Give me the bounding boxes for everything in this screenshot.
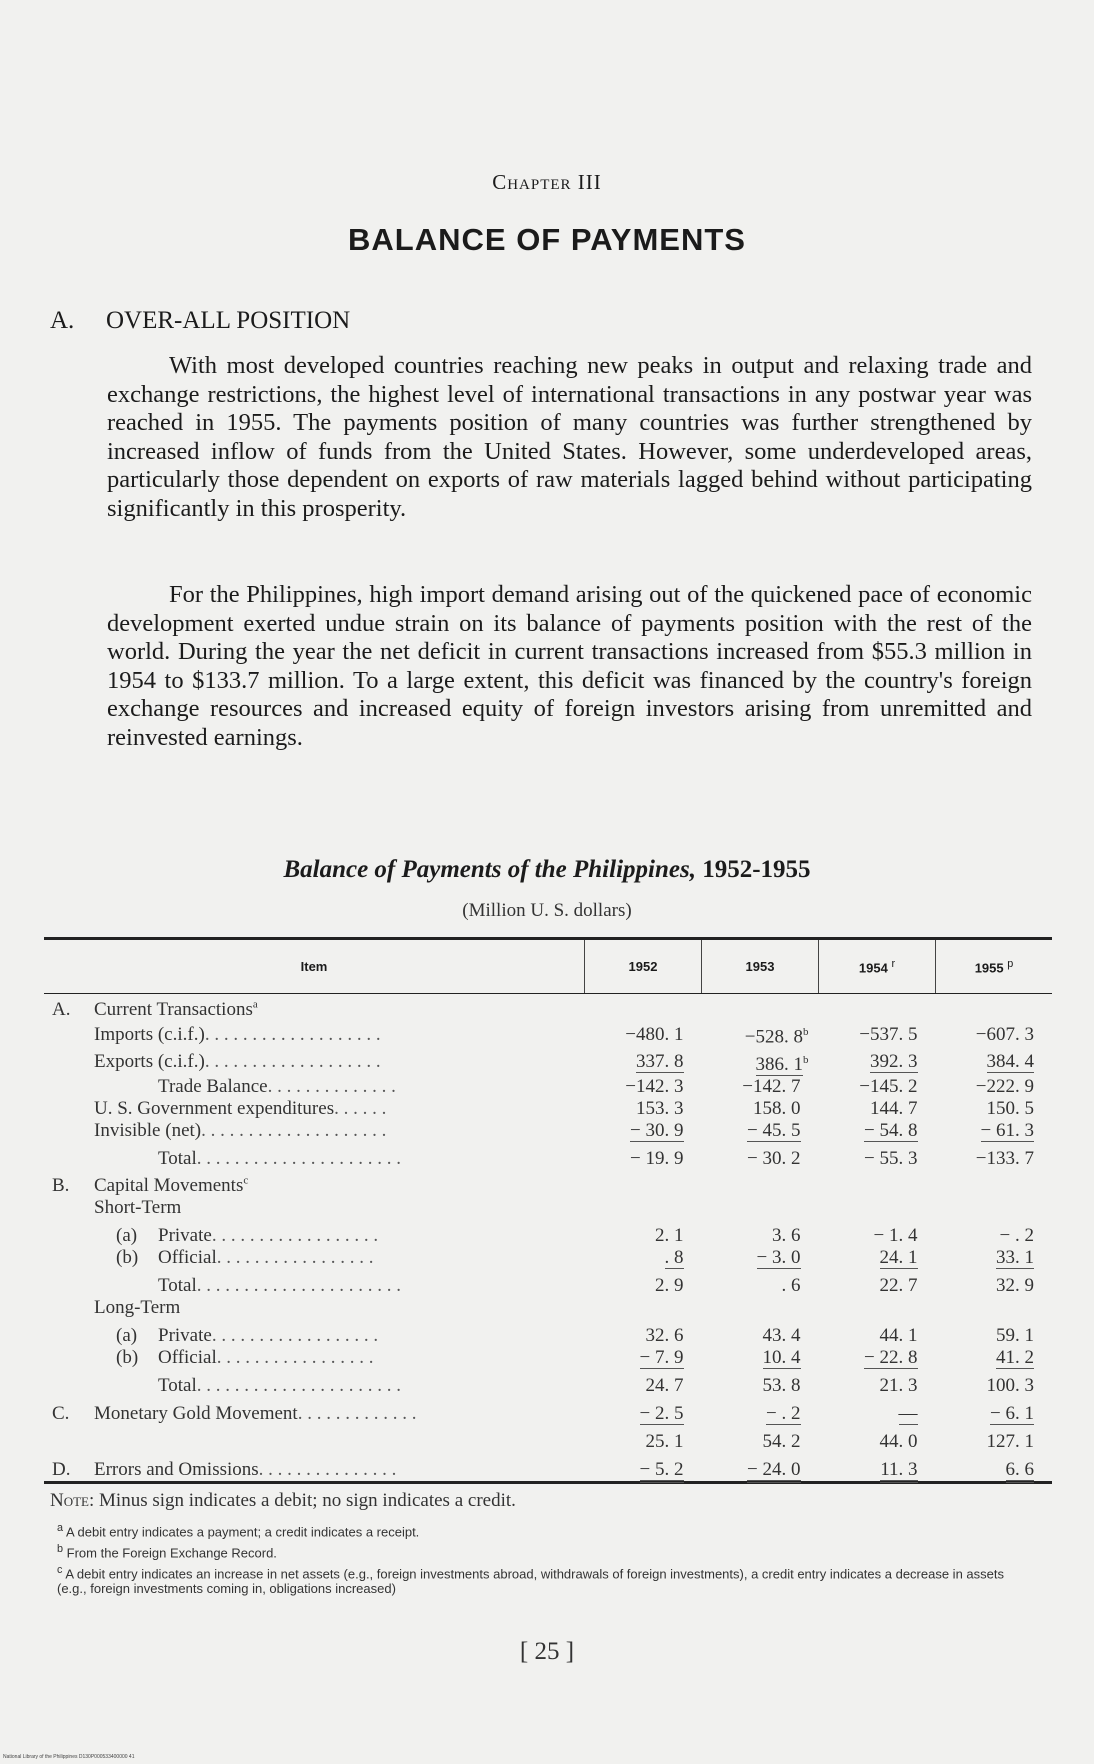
note-label: Note: — [50, 1490, 95, 1511]
row-label-text: Short-Term — [94, 1197, 182, 1219]
cell-value — [585, 994, 702, 1022]
header-1954: 1954 $^r$ — [819, 939, 936, 994]
table-row — [44, 1325, 1052, 1347]
table-row — [44, 1148, 1052, 1170]
row-label: Total. . . . . . . . . . . . . . . . . . . . . . — [158, 1375, 402, 1397]
table-row — [44, 1225, 1052, 1247]
cell-value: − 6. 1 — [990, 1403, 1034, 1425]
row-label — [44, 1297, 585, 1319]
section-letter: A. — [50, 307, 75, 334]
footnote-c: $^c$ A debit entry indicates an increase in net assets (e.g., foreign investments abroad, withdrawals of foreign investments), a credit entry indicates a decrease in assets (e.g., foreign investments coming in, obligations increased) — [57, 1564, 1004, 1596]
cell-value: − 19. 9 — [630, 1147, 684, 1169]
row-label-text: Exports (c.i.f.) — [94, 1051, 205, 1073]
cell-value: − . 2 — [766, 1403, 801, 1425]
cell-value: 33. 1 — [996, 1247, 1034, 1269]
cell-value: 54. 2 — [762, 1431, 801, 1453]
row-label — [44, 1197, 585, 1219]
cell-value: −537. 5 — [859, 1023, 918, 1045]
cell-value: 24. 1 — [879, 1247, 918, 1269]
cell-value — [936, 1297, 1053, 1319]
cell-value: 43. 4 — [762, 1325, 801, 1347]
row-label-text: Private — [158, 1325, 212, 1347]
cell-value — [585, 1170, 702, 1197]
section-title: OVER-ALL POSITION — [106, 307, 351, 334]
cell-value: 386. 1$^b$ — [755, 1053, 809, 1075]
cell-value: 100. 3 — [986, 1375, 1034, 1397]
cell-value: − 7. 9 — [639, 1347, 684, 1369]
cell-value — [819, 1297, 936, 1319]
cell-value: − 24. 0 — [702, 1459, 819, 1483]
row-label: Trade Balance. . . . . . . . . . . . . . — [158, 1075, 396, 1097]
cell-value: 41. 2 — [996, 1347, 1034, 1369]
cell-value: −607. 3 — [975, 1023, 1034, 1045]
table-row — [44, 1431, 1052, 1453]
balance-of-payments-table — [44, 937, 1052, 1484]
cell-value: −142. 3 — [625, 1075, 684, 1097]
cell-value: − 54. 8 — [864, 1119, 918, 1141]
row-label-text: Private — [158, 1225, 212, 1247]
cell-value: − 61. 3 — [980, 1119, 1034, 1141]
cell-value: 158. 0 — [753, 1097, 801, 1119]
row-label-text: Errors and Omissions — [94, 1459, 259, 1481]
cell-value: 59. 1 — [996, 1325, 1034, 1347]
table-header-row — [44, 939, 1052, 994]
cell-value: 2. 9 — [655, 1275, 684, 1297]
cell-value: 384. 4 — [986, 1051, 1034, 1073]
cell-value: 10. 4 — [762, 1347, 801, 1369]
row-label-text: Capital Movements$^c$ — [94, 1174, 249, 1197]
cell-value: 44. 1 — [879, 1325, 918, 1347]
cell-value: 150. 5 — [986, 1097, 1034, 1119]
row-sub-label: (a) — [116, 1225, 138, 1247]
table-row — [44, 1347, 1052, 1369]
header-item: Item — [44, 939, 585, 994]
cell-value: 32. 6 — [645, 1325, 684, 1347]
table-row — [44, 1021, 1052, 1048]
row-label: Total. . . . . . . . . . . . . . . . . . . . . . — [158, 1147, 402, 1169]
table-row — [44, 1275, 1052, 1297]
cell-value: − 30. 9 — [630, 1119, 684, 1141]
cell-value — [936, 994, 1053, 1022]
table-row — [44, 1120, 1052, 1142]
footnote-b: $^b$ From the Foreign Exchange Record. — [57, 1543, 277, 1561]
row-label: Imports (c.i.f.). . . . . . . . . . . . . . . . . . . — [94, 1023, 381, 1045]
cell-value — [585, 1297, 702, 1319]
table-row — [44, 1403, 1052, 1425]
row-sub-label: (a) — [116, 1325, 138, 1347]
cell-value: 127. 1 — [986, 1431, 1034, 1453]
section-heading — [50, 307, 350, 335]
paragraph-2: For the Philippines, high import demand arising out of the quickened pace of economic development exerted undue strain on its balance of payments position with the rest of the world. During the year the net deficit in current transactions increased from $55.3 million in 1954 to $133.7 million. To a large extent, this deficit was financed by the country's foreign exchange resources and increased equity of foreign investors arising from unremitted and reinvested earnings. — [107, 581, 1032, 751]
cell-value: 3. 6 — [772, 1225, 801, 1247]
row-label: C. Monetary Gold Movement. . . . . . . . . . . . . — [52, 1403, 417, 1425]
row-letter: D. — [52, 1459, 71, 1481]
row-label-text: Trade Balance — [158, 1075, 268, 1097]
table-caption — [0, 856, 1094, 884]
cell-value: − 1. 4 — [873, 1225, 918, 1247]
cell-value — [585, 1197, 702, 1219]
cell-value: −528. 8$^b$ — [744, 1026, 809, 1048]
cell-value — [819, 994, 936, 1022]
row-letter: A. — [52, 999, 71, 1021]
cell-value: −142. 7 — [742, 1075, 801, 1097]
cell-value — [936, 1170, 1053, 1197]
row-label-text: Total — [158, 1147, 197, 1169]
cell-value: 21. 3 — [879, 1375, 918, 1397]
table-unit: (Million U. S. dollars) — [462, 900, 632, 921]
cell-value: 2. 1 — [655, 1225, 684, 1247]
cell-value: − . 2 — [999, 1225, 1034, 1247]
row-label: (a) Private. . . . . . . . . . . . . . . . . . — [116, 1325, 379, 1347]
row-sub-label: (b) — [116, 1347, 139, 1369]
cell-value: 144. 7 — [870, 1097, 918, 1119]
row-label-text: Imports (c.i.f.) — [94, 1023, 205, 1045]
cell-value: − 45. 5 — [747, 1119, 801, 1141]
cell-value: 337. 8 — [636, 1051, 684, 1073]
cell-value: 392. 3 — [870, 1051, 918, 1073]
cell-value: − 30. 2 — [747, 1147, 801, 1169]
row-letter: B. — [52, 1175, 70, 1197]
cell-value — [819, 1170, 936, 1197]
row-label — [44, 1431, 585, 1453]
cell-value: −222. 9 — [975, 1075, 1034, 1097]
cell-value: — — [898, 1403, 918, 1425]
header-1955: 1955 $^p$ — [936, 939, 1053, 994]
table-caption-years: 1952-1955 — [702, 856, 811, 883]
table-row — [44, 1375, 1052, 1397]
cell-value: − 55. 3 — [864, 1147, 918, 1169]
cell-value: −480. 1 — [625, 1023, 684, 1045]
row-label: U. S. Government expenditures. . . . . . — [94, 1097, 387, 1119]
row-label-text: Current Transactions$^a$ — [94, 999, 258, 1021]
row-label-text: Official — [158, 1347, 217, 1369]
row-letter: C. — [52, 1403, 70, 1425]
table-row — [44, 1197, 1052, 1219]
row-label: (a) Private. . . . . . . . . . . . . . . . . . — [116, 1225, 379, 1247]
cell-value: −133. 7 — [975, 1147, 1034, 1169]
row-label: D. Errors and Omissions. . . . . . . . . . . . . . . — [52, 1459, 397, 1481]
table-caption-title: Balance of Payments of the Philippines, — [283, 856, 696, 883]
table-row — [44, 1076, 1052, 1098]
cell-value: − 3. 0 — [756, 1247, 801, 1269]
row-label: Invisible (net). . . . . . . . . . . . . . . . . . . . — [94, 1119, 387, 1141]
row-label-text: Total — [158, 1375, 197, 1397]
cell-value: − 2. 5 — [639, 1403, 684, 1425]
row-label-text: Invisible (net) — [94, 1119, 202, 1141]
row-label-text: Total — [158, 1275, 197, 1297]
cell-value — [702, 1170, 819, 1197]
row-label — [44, 1170, 585, 1197]
cell-value — [702, 1297, 819, 1319]
table-row — [44, 994, 1052, 1022]
note-text: Minus sign indicates a debit; no sign indicates a credit. — [99, 1490, 516, 1511]
row-label-text: Long-Term — [94, 1297, 181, 1319]
row-label: Exports (c.i.f.). . . . . . . . . . . . . . . . . . . — [94, 1051, 381, 1073]
cell-value: . 6 — [781, 1275, 801, 1297]
chapter-heading: Chapter III — [492, 170, 602, 194]
footnote-a: $^a$ A debit entry indicates a payment; a credit indicates a receipt. — [57, 1522, 420, 1540]
page-title: BALANCE OF PAYMENTS — [348, 222, 746, 257]
row-label: Total. . . . . . . . . . . . . . . . . . . . . . — [158, 1275, 402, 1297]
table-row — [44, 1247, 1052, 1269]
page-number: [ 25 ] — [519, 1638, 575, 1665]
cell-value: 24. 7 — [645, 1375, 684, 1397]
paragraph-1: With most developed countries reaching new peaks in output and relaxing trade and exchange restrictions, the highest level of international transactions in any postwar year was reached in 1955. The payments position of many countries was further strengthened by increased inflow of funds from the United States. However, some underdeveloped areas, particularly those dependent on exports of raw materials lagged behind without participating significantly in this prosperity. — [107, 352, 1032, 522]
cell-value: 22. 7 — [879, 1275, 918, 1297]
cell-value: 6. 6 — [936, 1459, 1053, 1483]
table-note — [50, 1490, 516, 1512]
row-sub-label: (b) — [116, 1247, 139, 1269]
cell-value — [819, 1197, 936, 1219]
cell-value: 53. 8 — [762, 1375, 801, 1397]
cell-value: 11. 3 — [819, 1459, 936, 1483]
cell-value: −145. 2 — [859, 1075, 918, 1097]
row-label-text: U. S. Government expenditures — [94, 1097, 335, 1119]
cell-value — [702, 994, 819, 1022]
cell-value: . 8 — [664, 1247, 684, 1269]
cell-value — [936, 1197, 1053, 1219]
table-row — [44, 1297, 1052, 1319]
row-label-text: Official — [158, 1247, 217, 1269]
cell-value: − 5. 2 — [585, 1459, 702, 1483]
archive-footer: National Library of the Philippines D130P000533400000 41 — [3, 1754, 135, 1760]
cell-value — [702, 1197, 819, 1219]
cell-value: − 22. 8 — [864, 1347, 918, 1369]
row-label — [44, 994, 585, 1022]
header-1953: 1953 — [702, 939, 819, 994]
cell-value: 153. 3 — [636, 1097, 684, 1119]
table-row — [44, 1049, 1052, 1076]
cell-value: 25. 1 — [645, 1431, 684, 1453]
row-label: (b) Official. . . . . . . . . . . . . . . . . — [116, 1247, 374, 1269]
cell-value: 44. 0 — [879, 1431, 918, 1453]
table-row — [44, 1459, 1052, 1483]
header-1952: 1952 — [585, 939, 702, 994]
row-label: (b) Official. . . . . . . . . . . . . . . . . — [116, 1347, 374, 1369]
row-label-text: Monetary Gold Movement — [94, 1403, 298, 1425]
table-row — [44, 1170, 1052, 1197]
cell-value: 32. 9 — [996, 1275, 1034, 1297]
table-row — [44, 1098, 1052, 1120]
